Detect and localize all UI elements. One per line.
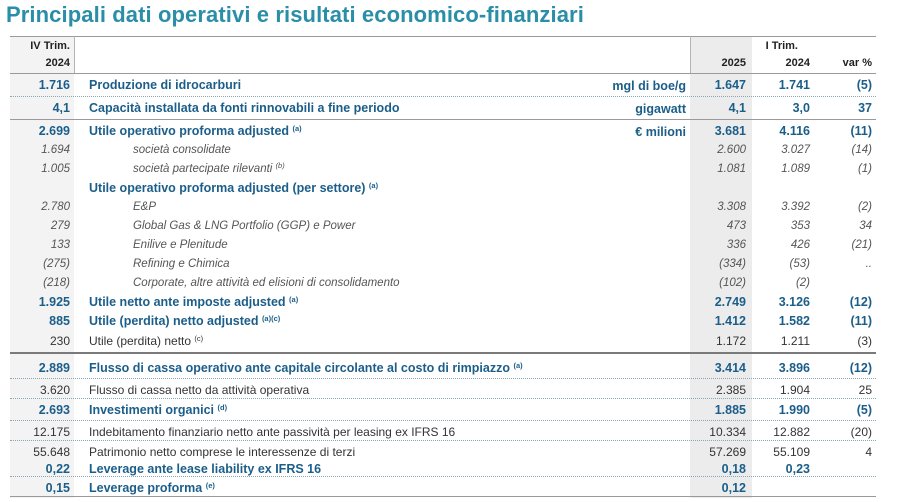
value-q1-2024: 426 [790,239,810,251]
value-var-percent: (3) [857,334,872,348]
row-label-text: Utile (perdita) netto [89,334,192,348]
row-label [89,181,378,195]
row-label-text: Capacità installata da fonti rinnovabili a fine periodo [89,101,400,115]
row-label-text: Utile operativo proforma adjusted [89,124,290,138]
header-col-2025: 2025 [721,57,746,69]
value-q1-2025: 3.308 [717,201,746,213]
header-col-var: var % [842,57,872,69]
row-label-text: Refining e Chimica [133,258,230,270]
row-label-text: Leverage ante lease liability ex IFRS 16 [89,462,322,476]
value-q4-2024: 2.693 [38,403,70,417]
row-separator [10,378,876,379]
footnote-marker: (e) [205,481,215,490]
value-var-percent: (5) [856,78,872,92]
row-label [133,143,231,157]
value-var-percent: (12) [849,361,872,375]
value-q1-2024: 3.027 [781,144,810,156]
value-var-percent: (11) [850,314,872,328]
value-q1-2025: 1.081 [717,163,746,175]
value-var-percent: (21) [851,239,872,251]
row-separator [10,476,876,477]
row-label-text: Corporate, altre attività ed elisioni di consolidamento [133,277,400,289]
value-q4-2024: (218) [43,277,70,289]
header-q4-year: 2024 [45,57,70,69]
value-q1-2025: 3.414 [714,361,746,375]
unit-label: € milioni [635,125,686,139]
value-q1-2024: 0,23 [785,462,810,476]
value-var-percent: 37 [858,101,872,115]
value-var-percent: (2) [857,201,872,213]
row-label [89,314,280,328]
header-q1-label: I Trim. [765,40,798,52]
page-title: Principali dati operativi e risultati economico-finanziari [6,2,584,27]
value-var-percent: 4 [865,445,872,459]
value-q1-2025: 1.885 [714,403,746,417]
row-label [89,481,215,495]
row-separator [10,352,876,354]
row-label [89,425,455,439]
value-q4-2024: 3.620 [39,383,70,397]
row-label-text: società partecipate rilevanti [133,163,273,175]
row-label [133,219,355,233]
footnote-marker: (a) [513,361,523,370]
value-q1-2024: 3.392 [781,201,810,213]
value-var-percent: (1) [857,163,872,175]
value-q1-2024: 3.896 [778,361,810,375]
row-separator [10,496,876,497]
footnote-marker: (b) [275,161,285,170]
row-label [89,334,203,348]
value-q1-2025: 0,18 [721,462,746,476]
row-label-text: Utile netto ante imposte adjusted [89,295,286,309]
value-q1-2025: (102) [719,277,746,289]
value-var-percent: 34 [859,220,872,232]
row-separator [10,96,876,97]
value-q1-2024: (53) [789,258,810,270]
value-q1-2025: 473 [726,220,746,232]
row-separator [10,420,876,421]
value-q4-2024: 133 [50,239,70,251]
value-q4-2024: 0,22 [45,462,70,476]
header-col-2024: 2024 [785,57,810,69]
value-q1-2025: 3.681 [714,124,746,138]
value-q1-2025: 1.647 [714,78,746,92]
value-q1-2024: 1.741 [778,78,810,92]
value-q4-2024: 1.694 [41,144,70,156]
value-q1-2025: 10.334 [709,425,746,439]
footnote-marker: (a) [292,124,302,133]
row-label-text: Patrimonio netto comprese le interessenze di terzi [89,445,356,459]
row-label [89,124,302,138]
value-q4-2024: 279 [50,220,70,232]
value-var-percent: .. [865,258,872,270]
table-top-rule [10,36,876,37]
header-bottom-rule [10,73,876,74]
value-var-percent: (11) [850,124,872,138]
row-label [133,238,228,252]
row-label-text: Global Gas & LNG Portfolio (GGP) e Power [133,220,356,232]
unit-label: gigawatt [635,102,686,116]
footnote-marker: (a) [368,181,379,190]
unit-label: mgl di boe/g [612,79,686,93]
value-q1-2025: 2.600 [717,144,746,156]
value-var-percent: (14) [851,144,872,156]
row-label [89,445,355,459]
value-q4-2024: 4,1 [52,101,70,115]
value-q1-2024: 12.882 [773,425,810,439]
row-label-text: Flusso di cassa operativo ante capitale circolante al costo di rimpiazzo [89,361,510,375]
row-label-text: E&P [133,201,157,213]
row-label-text: Flusso di cassa netto da attività operativa [89,383,310,397]
footnote-marker: (d) [217,403,228,412]
value-q1-2025: 57.269 [709,445,746,459]
value-q1-2025: 2.749 [714,295,746,309]
row-label [89,101,399,115]
row-label [133,162,285,176]
value-q4-2024: 55.648 [33,445,70,459]
row-label-text: Utile (perdita) netto adjusted [89,314,259,328]
header-q4-label: IV Trim. [30,40,70,52]
value-q4-2024: (275) [43,258,70,270]
value-q1-2024: 4.116 [779,124,810,138]
value-q1-2025: 4,1 [728,101,746,115]
value-var-percent: (12) [849,295,872,309]
footnote-marker: (a)(c) [261,314,281,323]
value-var-percent: 25 [858,383,872,397]
value-q1-2025: 1.172 [715,334,746,348]
value-q1-2025: 0,12 [721,481,746,495]
value-q1-2024: 1.990 [778,403,810,417]
row-label [89,295,298,309]
header-divider-left [74,36,75,73]
row-label [133,276,400,290]
value-q4-2024: 230 [49,334,70,348]
value-var-percent: (20) [850,425,872,439]
row-label [133,257,230,271]
value-var-percent: (5) [856,403,872,417]
value-q4-2024: 0,15 [45,481,70,495]
value-q4-2024: 12.175 [33,425,70,439]
value-q4-2024: 1.716 [38,78,70,92]
value-q4-2024: 2.889 [38,361,70,375]
footnote-marker: (c) [194,334,204,343]
value-q1-2024: 1.089 [781,163,810,175]
row-label-text: Utile operativo proforma adjusted (per settore) [89,181,366,195]
row-label [89,462,321,476]
row-label [89,383,309,397]
value-q1-2025: 336 [726,239,746,251]
value-q1-2024: 1.211 [780,334,810,348]
value-q1-2025: (334) [719,258,746,270]
value-q4-2024: 885 [49,314,70,328]
row-label [89,403,227,417]
value-q1-2024: 1.904 [779,383,810,397]
value-q1-2025: 1.412 [714,314,746,328]
value-q1-2024: 3,0 [792,101,810,115]
row-label-text: Investimenti organici [89,403,215,417]
row-label-text: Enilive e Plenitude [133,239,228,251]
footnote-marker: (a) [289,295,299,304]
row-separator [10,440,876,441]
row-separator [10,398,876,399]
row-label [89,78,241,92]
value-q4-2024: 1.925 [38,295,70,309]
row-label [133,200,156,214]
value-q1-2024: 55.109 [773,445,810,459]
row-label-text: società consolidate [133,144,231,156]
value-q1-2024: 3.126 [778,295,810,309]
value-q4-2024: 1.005 [41,163,70,175]
value-q1-2024: 353 [790,220,810,232]
row-label-text: Indebitamento finanziario netto ante passività per leasing ex IFRS 16 [89,425,456,439]
value-q4-2024: 2.780 [41,201,70,213]
row-separator [10,119,876,120]
value-q4-2024: 2.699 [38,124,70,138]
value-q1-2024: (2) [795,277,810,289]
row-label-text: Leverage proforma [89,481,203,495]
row-label-text: Produzione di idrocarburi [89,78,242,92]
value-q1-2025: 2.385 [715,383,746,397]
value-q1-2024: 1.582 [778,314,810,328]
row-label [89,361,523,375]
